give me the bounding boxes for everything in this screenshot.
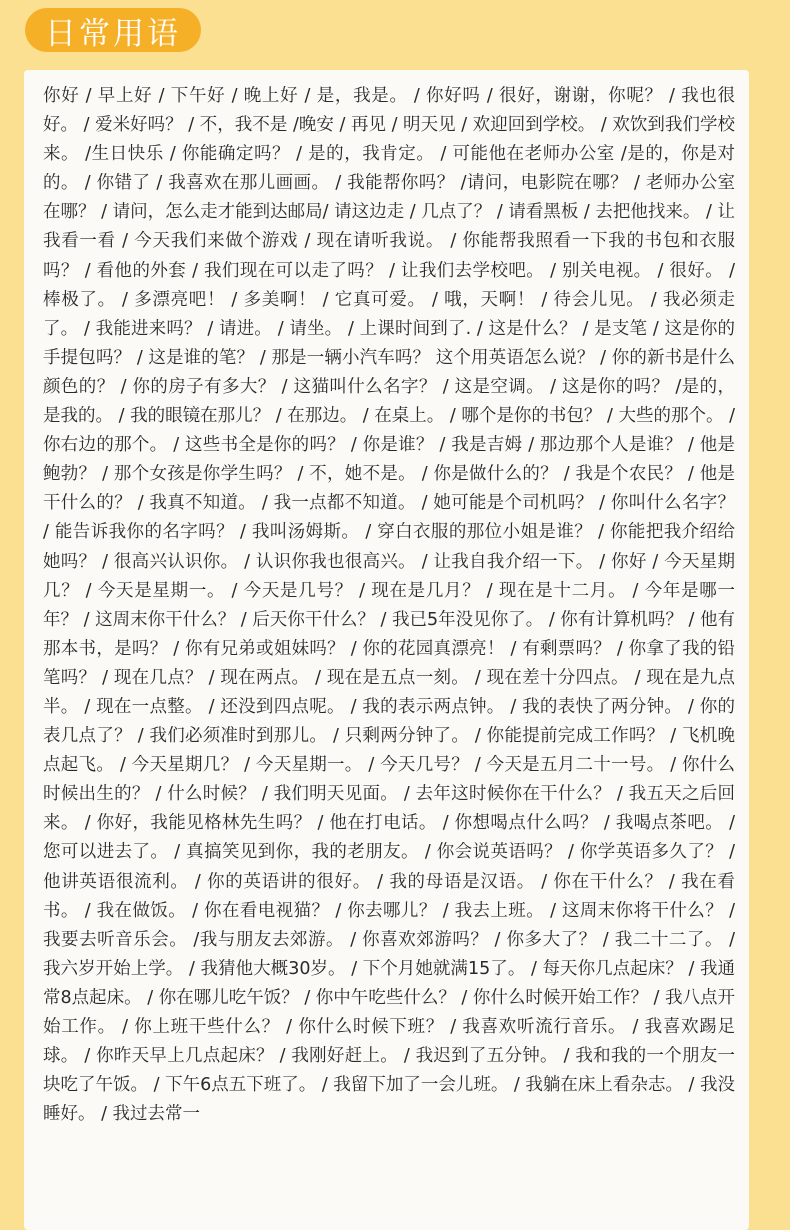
phrase-list-text: 你好 / 早上好 / 下午好 / 晚上好 / 是，我是。 / 你好吗 / 很好，谢谢，你呢？ / 我也很好。 / 爱米好吗？ / 不，我不是 /晚安 / 再见 / 明天见 / 欢迎回到学校。 / 欢饮到我们学校来。 /生日快乐 / 你能确定吗？ / 是的，我肯定。 / 可能他在老师办公室 /是的，你是对的。 / 你错了 / 我喜欢在那儿画画。 / 我能帮你吗？ /请问，电影院在哪？ / 老师办公室在哪？ / 请问，怎么走才能到达邮局/ 请这边走 / 几点了？ / 请看黑板 / 去把他找来。 / 让我看一看 / 今天我们来做个游戏 / 现在请听我说。 / 你能帮我照看一下我的书包和衣服吗？ / 看他的外套 / 我们现在可以走了吗？ / 让我们去学校吧。 / 别关电视。 / 很好。 / 棒极了。 / 多漂亮吧！ / 多美啊！ / 它真可爱。 / 哦，天啊！ / 待会儿见。 / 我必须走了。 / 我能进来吗？ / 请进。 / 请坐。 / 上课时间到了. / 这是什么？ / 是支笔 / 这是你的手提包吗？ / 这是谁的笔？ / 那是一辆小汽车吗？ 这个用英语怎么说？ / 你的新书是什么颜色的？ / 你的房子有多大？ / 这猫叫什么名字？ / 这是空调。 / 这是你的吗？ /是的，是我的。 / 我的眼镜在那儿？ / 在那边。 / 在桌上。 / 哪个是你的书包？ / 大些的那个。 / 你右边的那个。 / 这些书全是你的吗？ / 你是谁？ / 我是吉姆 / 那边那个人是谁？ / 他是鲍勃？ / 那个女孩是你学生吗？ / 不，她不是。 / 你是做什么的？ / 我是个农民？ / 他是干什么的？ / 我真不知道。 / 我一点都不知道。 / 她可能是个司机吗？ / 你叫什么名字？ / 能告诉我你的名字吗？ / 我叫汤姆斯。 / 穿白衣服的那位小姐是谁？ / 你能把我介绍给她吗？ / 很高兴认识你。 / 认识你我也很高兴。 / 让我自我介绍一下。 / 你好 / 今天星期几？ / 今天是星期一。 / 今天是几号？ / 现在是几月？ / 现在是十二月。 / 今年是哪一年？ / 这周末你干什么？ / 后天你干什么？ / 我已5年没见你了。 / 你有计算机吗？ / 他有那本书，是吗？ / 你有兄弟或姐妹吗？ / 你的花园真漂亮！ / 有剩票吗？ / 你拿了我的铅笔吗？ / 现在几点？ / 现在两点。 / 现在是五点一刻。 / 现在差十分四点。 / 现在是九点半。 / 现在一点整。 / 还没到四点呢。 / 我的表示两点钟。 / 我的表快了两分钟。 / 你的表几点了？ / 我们必须准时到那儿。 / 只剩两分钟了。 / 你能提前完成工作吗？ / 飞机晚点起飞。 / 今天星期几？ / 今天星期一。 / 今天几号？ / 今天是五月二十一号。 / 你什么时候出生的？ / 什么时候？ / 我们明天见面。 / 去年这时候你在干什么？ / 我五天之后回来。 / 你好，我能见格林先生吗？ / 他在打电话。 / 你想喝点什么吗？ / 我喝点茶吧。 / 您可以进去了。 / 真搞笑见到你，我的老朋友。 / 你会说英语吗？ / 你学英语多久了？ / 他讲英语很流利。 / 你的英语讲的很好。 / 我的母语是汉语。 / 你在干什么？ / 我在看书。 / 我在做饭。 / 你在看电视猫？ / 你去哪儿？ / 我去上班。 / 这周末你将干什么？ / 我要去听音乐会。 /我与朋友去郊游。 / 你喜欢郊游吗？ / 你多大了？ / 我二十二了。 / 我六岁开始上学。 / 我猜他大概30岁。 / 下个月她就满15了。 / 每天你几点起床？ / 我通常8点起床。 / 你在哪儿吃午饭？ / 你中午吃些什么？ / 你什么时候开始工作？ / 我八点开始工作。 / 你上班干些什么？ / 你什么时候下班？ / 我喜欢听流行音乐。 / 我喜欢踢足球。 / 你昨天早上几点起床？ / 我刚好赶上。 / 我迟到了五分钟。 / 我和我的一个朋友一块吃了午饭。 / 下午6点五下班了。 / 我留下加了一会儿班。 / 我躺在床上看杂志。 / 我没睡好。 / 我过去常一 — [43, 86, 735, 1125]
phrase-card — [24, 70, 749, 1230]
section-title-pill — [25, 8, 201, 52]
section-title: 日常用语 — [45, 15, 181, 52]
